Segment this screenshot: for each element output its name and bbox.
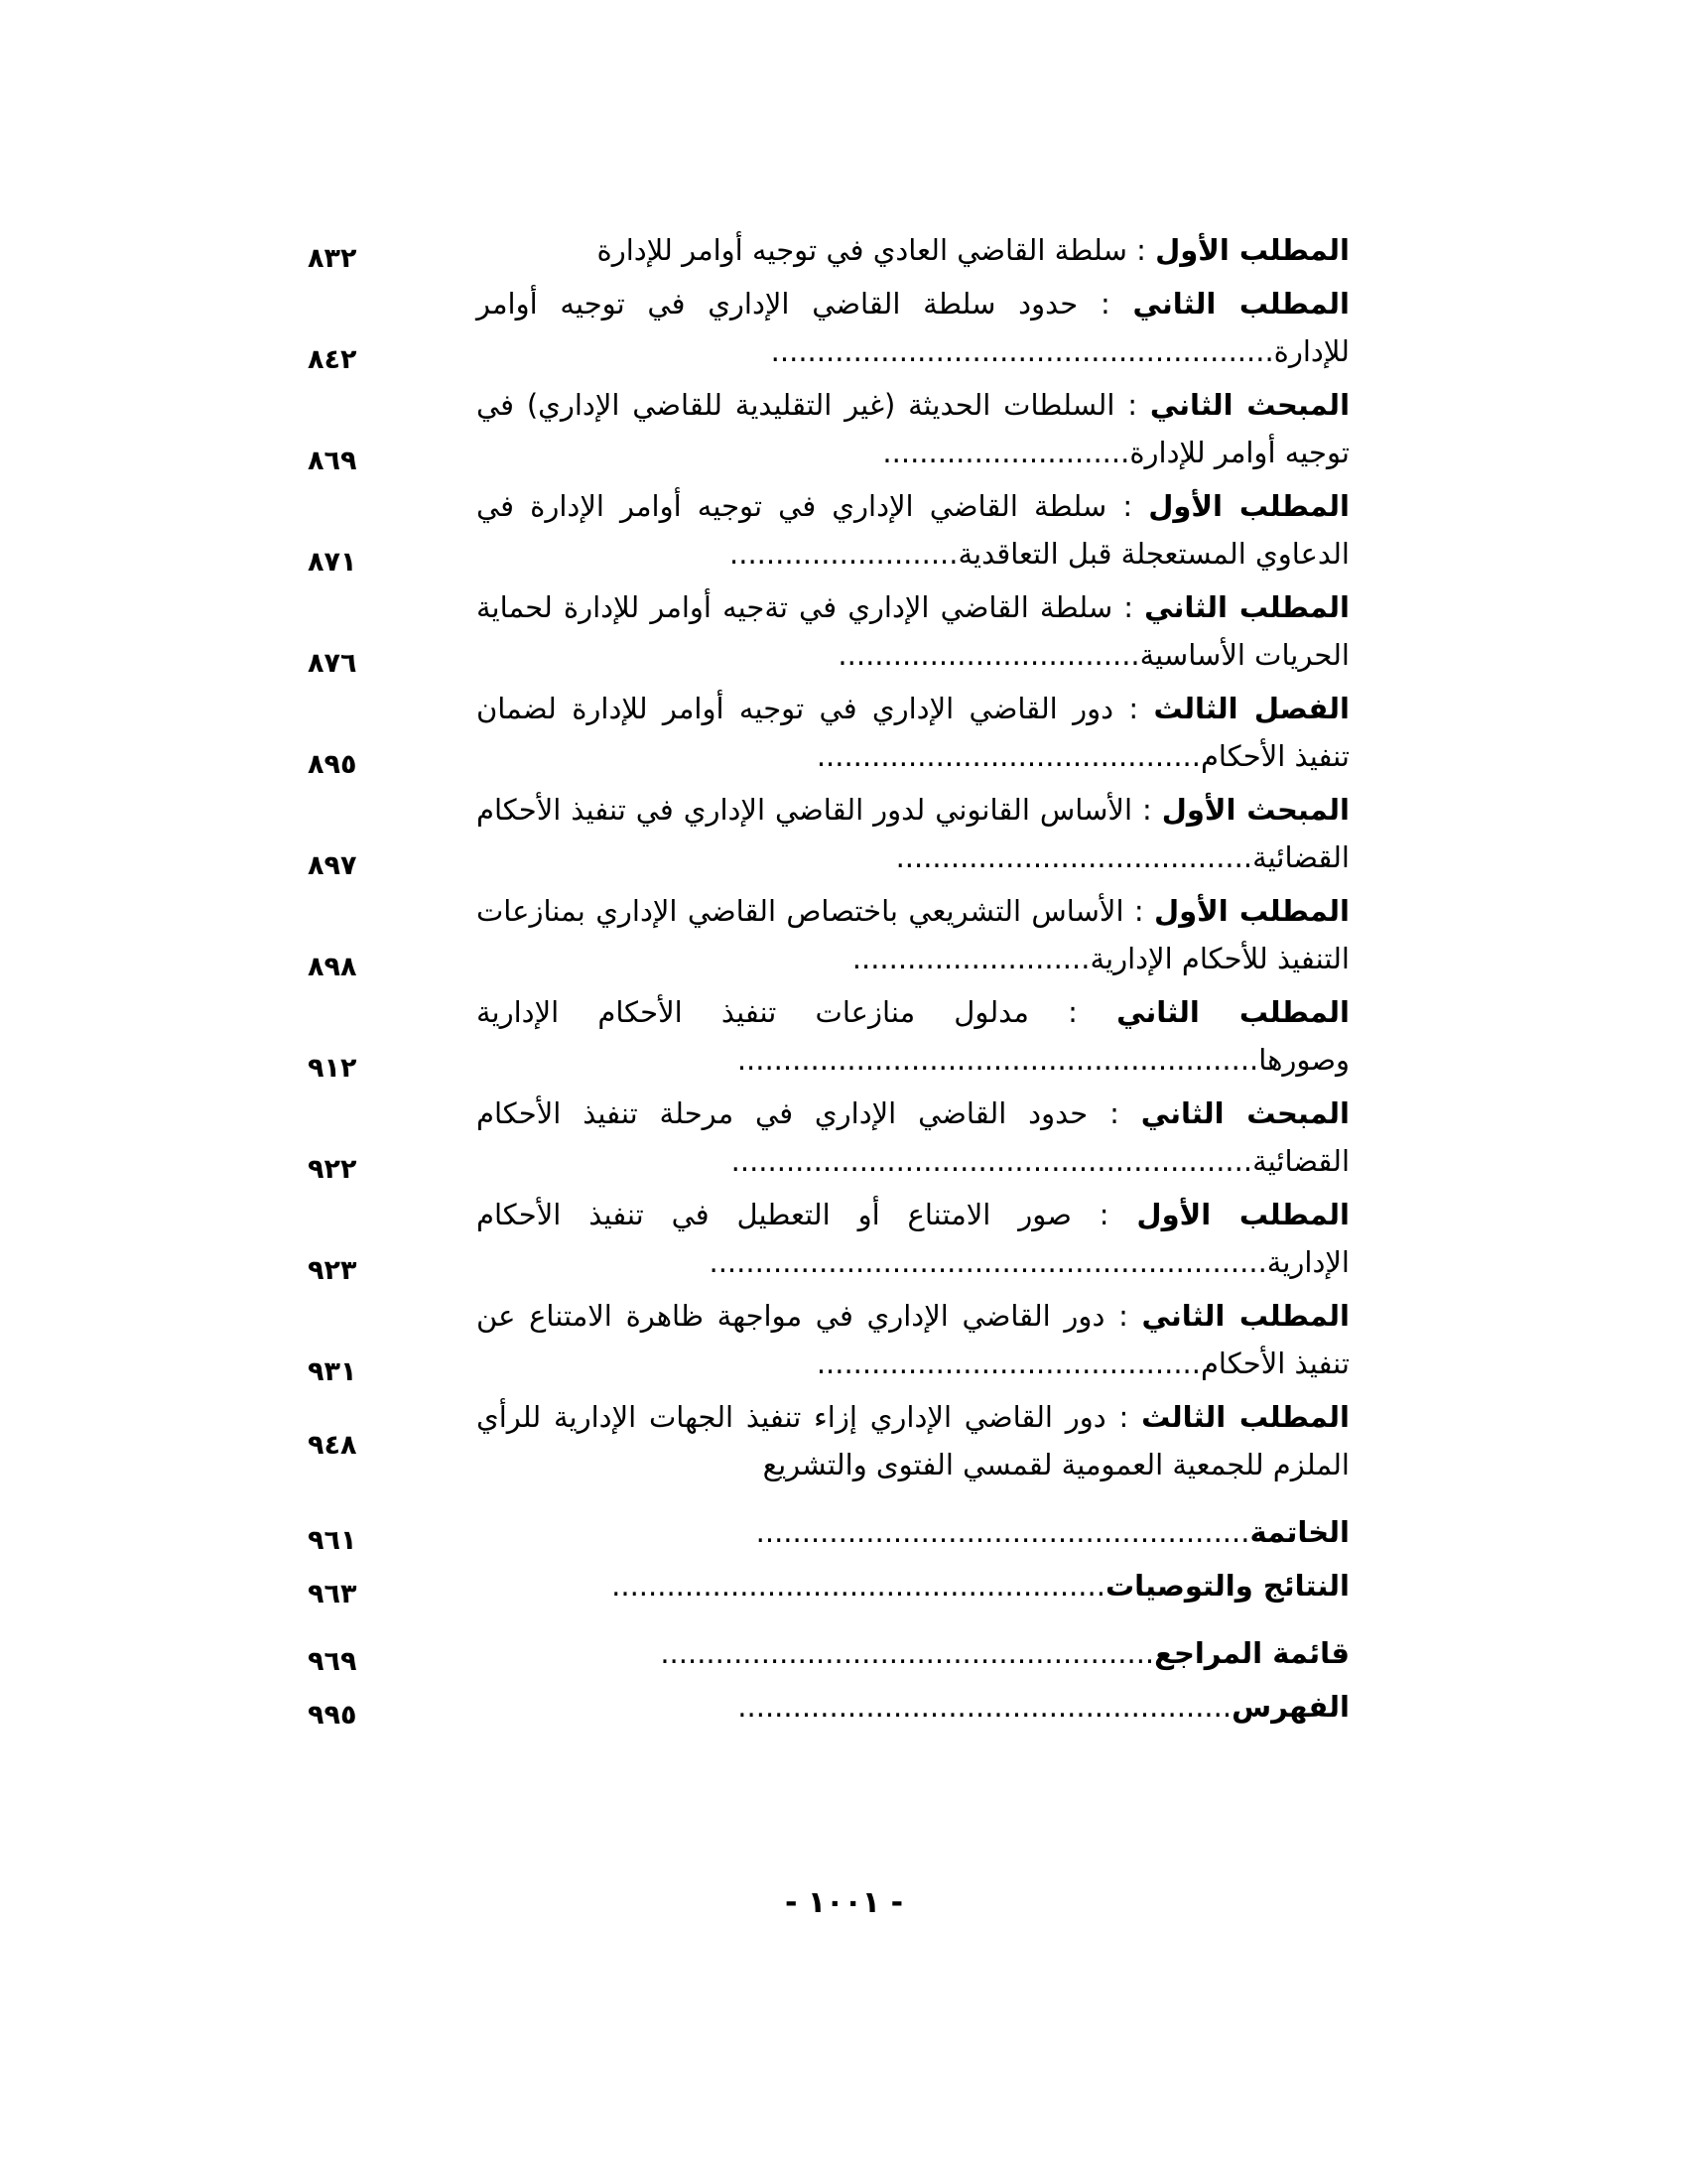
toc-entry-title: : حدود سلطة القاضي الإداري في توجيه أوامر للإدارة.......................................................: [476, 287, 1350, 368]
toc-page-number: ٨٩٨: [308, 952, 357, 982]
toc-entry: [298, 1292, 1350, 1387]
toc-entry: [298, 988, 1350, 1084]
page-number-footer: - ١٠٠١ -: [784, 1885, 904, 1920]
toc-entry: [298, 1393, 1350, 1488]
toc-entry-text: [476, 1292, 1350, 1387]
toc-entry-title: : الأساس القانوني لدور القاضي الإداري في تنفيذ الأحكام القضائية.......................................: [476, 793, 1350, 874]
toc-entry: [298, 482, 1350, 578]
toc-entry-dots: ......................................................: [660, 1636, 1155, 1670]
toc-closing-entry: [298, 1508, 1350, 1556]
toc-entry-label: المطلب الأول: [1148, 489, 1350, 523]
toc-entry-label: المبحث الأول: [1161, 793, 1351, 827]
toc-entry-title: : السلطات الحديثة (غير التقليدية للقاضي الإداري) في توجيه أوامر للإدارة...........................: [476, 388, 1350, 469]
toc-entry-dots: ......................................................: [737, 1690, 1233, 1724]
toc-entry-title: : دور القاضي الإداري في مواجهة ظاهرة الامتناع عن تنفيذ الأحكام..........................................: [476, 1299, 1350, 1380]
toc-entry-text: [476, 1090, 1350, 1185]
toc-entry-text: [476, 988, 1350, 1084]
toc-entry-label: قائمة المراجع: [1154, 1636, 1350, 1670]
toc-entry-label: الفصل الثالث: [1153, 692, 1351, 725]
toc-entry: [298, 381, 1350, 476]
toc-entry-label: المطلب الثالث: [1141, 1400, 1350, 1434]
toc-entry: [298, 786, 1350, 881]
toc-entry-text: [476, 226, 1350, 274]
table-of-contents: [298, 226, 1350, 1731]
toc-entry-text: [476, 786, 1350, 881]
toc-entry-label: الخاتمة: [1249, 1515, 1350, 1549]
toc-entry-title: : دور القاضي الإداري في توجيه أوامر للإدارة لضمان تنفيذ الأحكام..........................................: [476, 692, 1350, 773]
toc-entry-label: المطلب الثاني: [1141, 1299, 1350, 1333]
toc-entry-label: المبحث الثاني: [1149, 388, 1351, 422]
toc-entry-title: : سلطة القاضي العادي في توجيه أوامر للإدارة: [596, 233, 1156, 267]
toc-entry-text: [476, 1683, 1350, 1731]
toc-entry-text: [476, 1508, 1350, 1556]
toc-closing-entry: [298, 1683, 1350, 1731]
toc-entry-title: : صور الامتناع أو التعطيل في تنفيذ الأحكام الإدارية.............................................................: [476, 1198, 1350, 1279]
toc-page-number: ٩٣١: [308, 1356, 357, 1387]
toc-page-number: ٩٩٥: [308, 1700, 357, 1731]
toc-page-number: ٩٦٩: [308, 1646, 357, 1677]
toc-entry-label: المطلب الأول: [1136, 1198, 1350, 1231]
toc-entry-title: : حدود القاضي الإداري في مرحلة تنفيذ الأحكام القضائية.........................................................: [476, 1096, 1350, 1178]
toc-entry-title: : سلطة القاضي الإداري في تةجيه أوامر للإدارة لحماية الحريات الأساسية.................................: [476, 590, 1350, 672]
toc-closing-entry: [298, 1562, 1350, 1609]
toc-page-number: ٩٦٣: [308, 1579, 357, 1609]
toc-entry-text: [476, 1191, 1350, 1286]
toc-entry: [298, 583, 1350, 679]
toc-page-number: ٩١٢: [308, 1053, 357, 1084]
toc-page-number: ٨٦٩: [308, 446, 357, 476]
toc-entry-label: المطلب الثاني: [1144, 590, 1350, 624]
toc-entry-text: [476, 482, 1350, 578]
toc-entry-text: [476, 887, 1350, 982]
toc-entry-text: [476, 1393, 1350, 1488]
toc-entry-label: الفهرس: [1232, 1690, 1350, 1724]
toc-closing-entry: [298, 1629, 1350, 1677]
toc-page-number: ٨٣٢: [308, 243, 357, 274]
toc-page-number: ٩٢٣: [308, 1255, 357, 1286]
toc-page-number: ٩٦١: [308, 1525, 357, 1556]
toc-entry-title: : سلطة القاضي الإداري في توجيه أوامر الإدارة في الدعاوي المستعجلة قبل التعاقدية.........................: [476, 489, 1350, 571]
toc-entry-text: [476, 583, 1350, 679]
toc-page-number: ٨٩٧: [308, 850, 357, 881]
toc-entry: [298, 226, 1350, 274]
toc-entry: [298, 280, 1350, 375]
toc-entry-title: : دور القاضي الإداري إزاء تنفيذ الجهات الإدارية للرأي الملزم للجمعية العمومية لقمسي الفتوى والتشريع: [476, 1400, 1350, 1481]
toc-entry-dots: ......................................................: [611, 1569, 1105, 1603]
toc-entry-title: : مدلول منازعات تنفيذ الأحكام الإدارية وصورها.........................................................: [476, 995, 1350, 1077]
toc-entry-dots: ......................................................: [755, 1515, 1250, 1549]
toc-entry-text: [476, 381, 1350, 476]
toc-entry-label: المبحث الثاني: [1140, 1096, 1350, 1130]
toc-entry-text: [476, 685, 1350, 780]
toc-page-number: ٨٧١: [308, 547, 357, 578]
toc-page-number: ٨٧٦: [308, 648, 357, 679]
toc-entry-label: المطلب الثاني: [1132, 287, 1350, 321]
toc-entry: [298, 887, 1350, 982]
toc-entry-text: [476, 1629, 1350, 1677]
toc-entry-label: المطلب الأول: [1155, 233, 1350, 267]
toc-entry-text: [476, 1562, 1350, 1609]
toc-entry: [298, 685, 1350, 780]
toc-entry-text: [476, 280, 1350, 375]
toc-entry-label: المطلب الأول: [1153, 894, 1350, 928]
toc-entry: [298, 1090, 1350, 1185]
toc-entry-label: النتائج والتوصيات: [1104, 1569, 1350, 1603]
toc-page-number: ٨٩٥: [308, 749, 357, 780]
toc-entry: [298, 1191, 1350, 1286]
toc-page-number: ٩٤٨: [308, 1430, 357, 1461]
toc-page-number: ٩٢٢: [308, 1154, 357, 1185]
toc-entry-label: المطلب الثاني: [1116, 995, 1350, 1029]
toc-page-number: ٨٤٢: [308, 344, 357, 375]
toc-entry-title: : الأساس التشريعي باختصاص القاضي الإداري بمنازعات التنفيذ للأحكام الإدارية..........................: [476, 894, 1350, 975]
